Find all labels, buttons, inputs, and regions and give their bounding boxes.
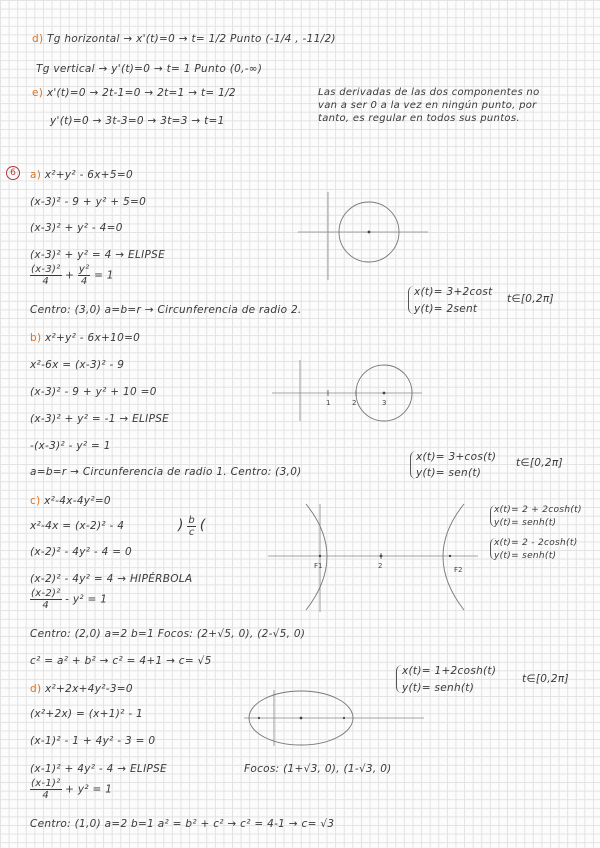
part-e-note3: tanto, es regular en todos sus puntos. xyxy=(318,113,520,124)
6d-line3: (x-1)² - 1 + 4y² - 3 = 0 xyxy=(30,735,156,747)
6d-focos: Focos: (1+√3, 0), (1-√3, 0) xyxy=(244,763,392,775)
part-e-line2: y'(t)=0 → 3t-3=0 → 3t=3 → t=1 xyxy=(50,115,225,127)
6a-circle-sketch xyxy=(298,190,428,280)
6b-range: t∈[0,2π] xyxy=(516,457,563,469)
6d-line4: (x-1)² + 4y² - 4 → ELIPSE xyxy=(30,763,167,775)
part-d-horizontal-point: (-1/4 , -11/2) xyxy=(265,33,336,45)
6a-line4: (x-3)² + y² = 4 → ELIPSE xyxy=(30,249,166,261)
6b-line3: (x-3)² - 9 + y² + 10 =0 xyxy=(30,386,157,398)
6b-line1-text: x²+y² - 6x+10=0 xyxy=(45,332,141,344)
6d-label: d) xyxy=(30,683,42,695)
6a-range: t∈[0,2π] xyxy=(507,293,554,305)
6a-param1: x(t)= 3+2cost xyxy=(414,286,493,298)
6c-focus-1 xyxy=(319,555,321,557)
6b-line6: a=b=r → Circunferencia de radio 1. Centro: (3,0) xyxy=(30,466,302,478)
6c-line6: Centro: (2,0) a=2 b=1 Focos: (2+√5, 0), (2-√5, 0) xyxy=(30,628,306,640)
6b-line1 xyxy=(30,331,140,345)
6c-hyperbola-sketch xyxy=(268,500,488,612)
6b-circle-sketch xyxy=(272,355,422,425)
6d-line2: (x²+2x) = (x+1)² - 1 xyxy=(30,708,144,720)
6a-frac1: $\frac{\text{(x-3)²}}{4}$ xyxy=(31,264,61,287)
6a-line1-text: x²+y² - 6x+5=0 xyxy=(44,169,133,181)
6b-tick-label-2: 2 xyxy=(352,399,357,407)
6c-param1: x(t)= 2 + 2cosh(t) xyxy=(494,505,582,515)
6d-range: t∈[0,2π] xyxy=(522,673,569,685)
6c-label: c) xyxy=(30,495,41,507)
6a-line5: $\frac{\text{(x-3)²}}{4}$ + $\frac{\text{y²}}{4}$ = 1 xyxy=(31,264,114,287)
part-e-note1: Las derivadas de las dos componentes no xyxy=(318,87,540,98)
6c-frac: $\frac{\text{(x-2)²}}{4}$ xyxy=(31,588,61,611)
6c-f2-label: F2 xyxy=(454,566,463,574)
6d-line5: $\frac{\text{(x-1)²}}{4}$ + y² = 1 xyxy=(31,778,113,801)
6d-param2: y(t)= senh(t) xyxy=(402,682,475,694)
6d-focus-2 xyxy=(343,717,345,719)
6c-line4: (x-2)² - 4y² = 4 → HIPÉRBOLA xyxy=(30,573,193,585)
part-d-horizontal-text: Tg horizontal → x'(t)=0 → t= 1/2 Punto xyxy=(47,33,262,45)
6c-tick-label-2: 2 xyxy=(378,562,383,570)
6d-center-dot xyxy=(300,717,303,720)
6d-ellipse-sketch xyxy=(244,686,424,750)
part-d-vertical: Tg vertical → y'(t)=0 → t= 1 Punto (0,-∞) xyxy=(36,63,263,75)
6c-focus-2 xyxy=(449,555,451,557)
problem-number-badge: 6 xyxy=(6,166,20,180)
6a-frac2: $\frac{\text{y²}}{4}$ xyxy=(78,264,90,287)
6c-line7: c² = a² + b² → c² = 4+1 → c= √5 xyxy=(30,655,212,667)
6b-param2: y(t)= sen(t) xyxy=(416,467,482,479)
6c-param3: x(t)= 2 - 2cosh(t) xyxy=(494,538,578,548)
6c-line1 xyxy=(30,494,111,508)
6d-focus-1 xyxy=(258,717,260,719)
6c-side-frac: $\frac{b}{c}$ xyxy=(188,515,196,538)
6c-f1-label: F1 xyxy=(314,562,323,570)
6b-line2: x²-6x = (x-3)² - 9 xyxy=(30,359,125,371)
6c-line5: $\frac{\text{(x-2)²}}{4}$ - y² = 1 xyxy=(31,588,108,611)
6d-line6: Centro: (1,0) a=2 b=1 a² = b² + c² → c² = 4-1 → c= √3 xyxy=(30,818,335,830)
part-e-label: e) xyxy=(32,87,44,99)
6d-frac: $\frac{\text{(x-1)²}}{4}$ xyxy=(31,778,61,801)
part-e-line1 xyxy=(32,86,236,100)
6a-line3: (x-3)² + y² - 4=0 xyxy=(30,222,123,234)
part-e-line1-text: x'(t)=0 → 2t-1=0 → 2t=1 → t= 1/2 xyxy=(46,87,236,99)
6c-line1-text: x²-4x-4y²=0 xyxy=(44,495,111,507)
6a-label: a) xyxy=(30,169,42,181)
6c-side-note: ) $\frac{b}{c}$ ( xyxy=(178,515,206,538)
6b-tick-label-1: 1 xyxy=(326,399,331,407)
6d-line1-text: x²+2x+4y²-3=0 xyxy=(45,683,133,695)
6a-param2: y(t)= 2sent xyxy=(414,303,478,315)
part-e-note2: van a ser 0 a la vez en ningún punto, por xyxy=(318,100,537,111)
6c-left-branch xyxy=(306,504,327,610)
6a-line2: (x-3)² - 9 + y² + 5=0 xyxy=(30,196,147,208)
6b-center-dot xyxy=(383,392,386,395)
6c-line3: (x-2)² - 4y² - 4 = 0 xyxy=(30,546,132,558)
6c-param2: y(t)= senh(t) xyxy=(494,518,557,528)
6d-param1: x(t)= 1+2cosh(t) xyxy=(402,665,497,677)
6b-param1: x(t)= 3+cos(t) xyxy=(416,451,497,463)
6a-center-dot xyxy=(368,231,371,234)
6a-line1 xyxy=(30,168,133,182)
6c-param4: y(t)= senh(t) xyxy=(494,551,557,561)
6b-line4: (x-3)² + y² = -1 → ELIPSE xyxy=(30,413,170,425)
part-d-horizontal xyxy=(32,32,336,46)
part-d-label: d) xyxy=(32,33,44,45)
6b-label: b) xyxy=(30,332,42,344)
6a-line6: Centro: (3,0) a=b=r → Circunferencia de radio 2. xyxy=(30,304,302,316)
6b-tick-label-3: 3 xyxy=(382,399,387,407)
6c-right-branch xyxy=(443,504,464,610)
6b-line5: -(x-3)² - y² = 1 xyxy=(30,440,111,452)
6d-line1 xyxy=(30,682,133,696)
6c-line2: x²-4x = (x-2)² - 4 xyxy=(30,520,125,532)
